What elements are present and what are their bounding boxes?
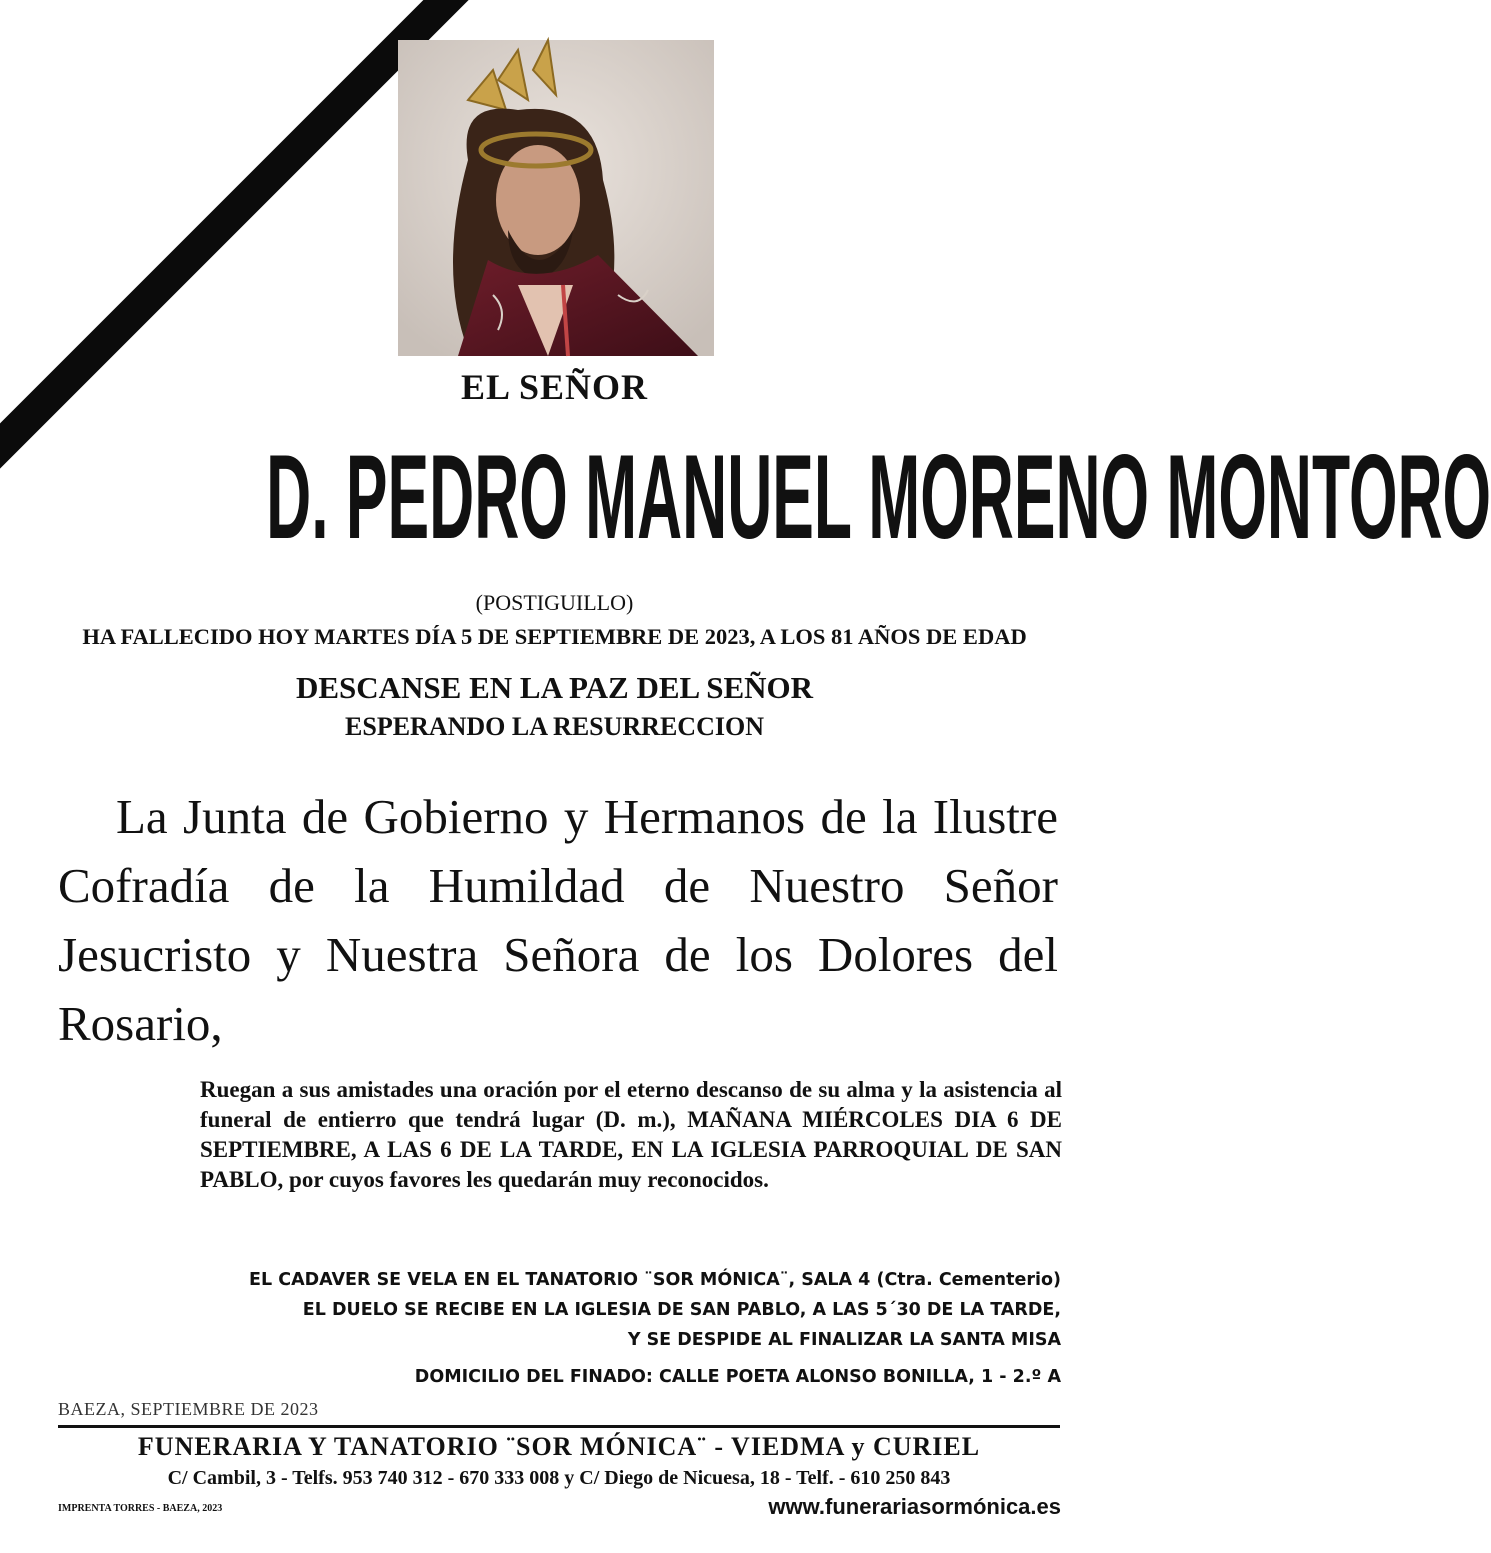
resurrection-line: ESPERANDO LA RESURRECCION [345,712,764,741]
funeral-home-name: FUNERARIA Y TANATORIO ¨SOR MÓNICA¨ - VIEDMA y CURIEL [137,1432,981,1461]
funeral-request-paragraph: Ruegan a sus amistades una oración por el eterno descanso de su alma y la asistencia al funeral de entierro que tendrá lugar (D. m.), MAÑANA MIÉRCOLES DIA 6 DE SEPTIEMBRE, A LAS 6 DE LA TARDE, EN LA IGLESIA PARROQUIAL DE SAN PABLO, por cuyos favores les quedarán muy reconocidos. [200,1077,1062,1192]
farewell-info: Y SE DESPIDE AL FINALIZAR LA SANTA MISA [627,1330,1061,1350]
website-link[interactable]: www.funerariasormónica.es [768,1494,1061,1519]
brotherhood-paragraph: La Junta de Gobierno y Hermanos de la Ilustre Cofradía de la Humildad de Nuestro Señor Jesucristo y Nuestra Señora de los Dolores del Rosario, [58,789,1058,1051]
condolences-info: EL DUELO SE RECIBE EN LA IGLESIA DE SAN PABLO, A LAS 5´30 DE LA TARDE, [302,1300,1061,1320]
printer-credit: IMPRENTA TORRES - BAEZA, 2023 [58,1503,223,1514]
wake-location: EL CADAVER SE VELA EN EL TANATORIO ¨SOR MÓNICA¨, SALA 4 (Ctra. Cementerio) [249,1270,1061,1290]
home-address: DOMICILIO DEL FINADO: CALLE POETA ALONSO BONILLA, 1 - 2.º A [414,1367,1061,1387]
death-notice: HA FALLECIDO HOY MARTES DÍA 5 DE SEPTIEMBRE DE 2023, A LOS 81 AÑOS DE EDAD [82,624,1027,649]
title-prefix: EL SEÑOR [460,367,649,407]
funeral-home-contact: C/ Cambil, 3 - Telfs. 953 740 312 - 670 333 008 y C/ Diego de Nicuesa, 18 - Telf. - 610 250 843 [167,1467,951,1489]
deceased-name: D. PEDRO MANUEL MORENO MONTORO [266,430,1491,564]
religious-portrait-image [398,40,714,356]
deceased-nickname: (POSTIGUILLO) [475,590,634,615]
footer-divider [58,1425,1060,1428]
date-place: BAEZA, SEPTIEMBRE DE 2023 [58,1399,319,1419]
rest-in-peace: DESCANSE EN LA PAZ DEL SEÑOR [295,670,814,705]
